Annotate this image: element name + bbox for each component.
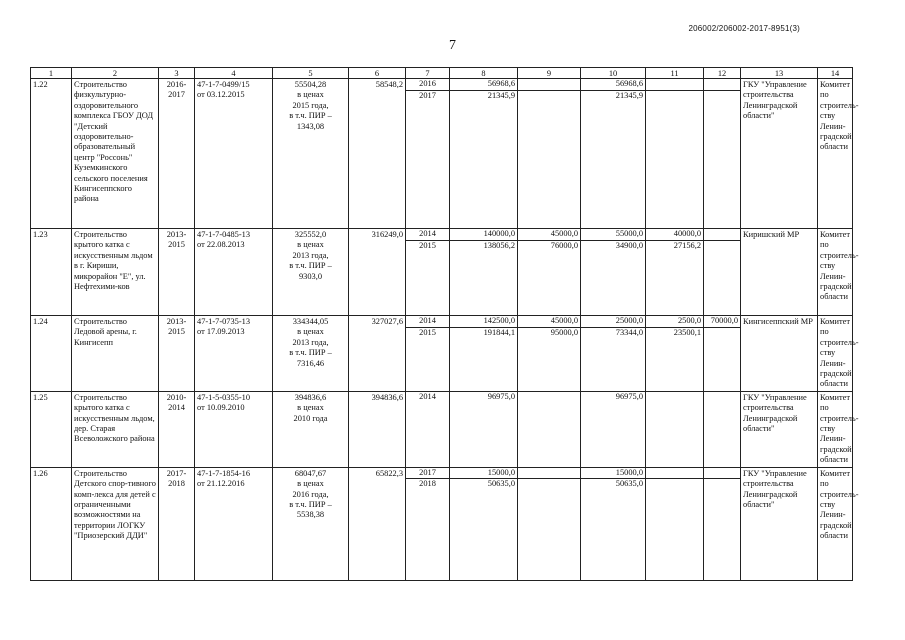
estimated-cost-text: 325552,0 в ценах 2013 года, в т.ч. ПИР – 9303,0 [289, 230, 332, 281]
column-number: 3 [159, 68, 195, 79]
projects-table [30, 67, 859, 581]
expertise-document [195, 467, 273, 580]
year-cell [406, 79, 450, 229]
total-funding: 50635,0 [450, 478, 517, 490]
total-funding-cell [450, 79, 518, 229]
estimated-cost-text: 55504,28 в ценах 2015 года, в т.ч. ПИР – 1343,08 [289, 80, 332, 131]
federal-funding-cell [518, 467, 581, 580]
regional-funding-cell [581, 391, 646, 467]
column-number: 4 [195, 68, 273, 79]
column-number: 1 [31, 68, 72, 79]
year: 2015 [406, 240, 449, 252]
other-funding [704, 468, 740, 479]
local-funding [646, 468, 703, 479]
year: 2017 [406, 90, 449, 102]
year-cell [406, 229, 450, 316]
local-funding-cell [646, 316, 704, 392]
federal-funding-cell [518, 316, 581, 392]
column-number: 9 [518, 68, 581, 79]
federal-funding-cell [518, 229, 581, 316]
other-funding-cell [704, 316, 741, 392]
other-funding [704, 240, 740, 252]
total-funding-cell [450, 229, 518, 316]
customer-name-text: ГКУ "Управление строительства Ленинградской области" [743, 80, 807, 121]
other-funding [704, 229, 740, 240]
object-name [72, 391, 159, 467]
year: 2018 [406, 478, 449, 490]
federal-funding [518, 468, 580, 479]
total-funding: 191844,1 [450, 327, 517, 339]
executor-name [818, 79, 859, 229]
local-funding [646, 79, 703, 90]
row-number [31, 467, 72, 580]
estimated-cost-text: 68047,67 в ценах 2016 года, в т.ч. ПИР – 5538,38 [289, 468, 332, 520]
other-funding [704, 392, 740, 403]
customer-name [741, 79, 818, 229]
customer-name [741, 229, 818, 316]
year-cell [406, 391, 450, 467]
row-number [31, 316, 72, 392]
regional-funding: 73344,0 [581, 327, 645, 339]
estimated-cost-text: 334344,05 в ценах 2013 года, в т.ч. ПИР – 7316,46 [289, 317, 332, 368]
executor-name-text: Комитет по строитель-ству Ленин-градской области [820, 392, 859, 465]
construction-period [159, 391, 195, 467]
local-funding: 40000,0 [673, 229, 701, 238]
regional-funding: 15000,0 [615, 467, 643, 477]
local-funding-cell [646, 79, 704, 229]
executor-name [818, 467, 859, 580]
document-id: 206002/206002-2017-8951(3) [688, 24, 800, 33]
row-number [31, 229, 72, 316]
column-number: 12 [704, 68, 741, 79]
executor-name-text: Комитет по строитель-ству Ленин-градской области [820, 80, 859, 152]
table-row [31, 391, 853, 467]
total-funding: 21345,9 [450, 90, 517, 102]
object-name-text: Строительство Детского спор-тивного комп-лекса для детей с ограниченными возможностями на территории ЛОГКУ "Приозерский ДДИ" [74, 468, 156, 541]
federal-funding [518, 79, 580, 90]
remaining-cost-text: 316249,0 [371, 230, 403, 239]
table-row [31, 316, 853, 392]
estimated-cost [273, 229, 349, 316]
other-funding: 70000,0 [710, 316, 738, 325]
federal-funding: 45000,0 [550, 229, 578, 238]
row-number-text: 1.25 [33, 392, 48, 402]
object-name-text: Строительство физкультурно-оздоровительного комплекса ГБОУ ДОД "Детский оздоровительно-образовательный центр "Россонь" Куземкинского сельского поселения Кингисеппского района [74, 80, 154, 204]
table-row [31, 467, 853, 580]
row-number-text: 1.22 [33, 80, 48, 89]
year-cell [406, 467, 450, 580]
regional-funding: 96975,0 [615, 391, 643, 401]
column-number-row [31, 68, 853, 79]
other-funding [704, 79, 740, 90]
regional-funding: 50635,0 [581, 478, 645, 490]
year: 2014 [419, 391, 436, 401]
table-row [31, 79, 853, 229]
regional-funding: 55000,0 [615, 229, 643, 238]
other-funding-cell [704, 467, 741, 580]
column-number: 10 [581, 68, 646, 79]
other-funding [704, 478, 740, 490]
year: 2014 [419, 316, 436, 325]
expertise-document-text: 47-1-7-0485-13 от 22.08.2013 [197, 230, 251, 250]
column-number: 14 [818, 68, 853, 79]
other-funding-cell [704, 229, 741, 316]
federal-funding-cell [518, 391, 581, 467]
regional-funding: 25000,0 [615, 316, 643, 325]
local-funding: 2500,0 [677, 316, 701, 325]
column-number: 2 [72, 68, 159, 79]
local-funding-cell [646, 391, 704, 467]
customer-name-text: ГКУ "Управление строительства Ленинградской области" [743, 468, 807, 509]
page-number: 7 [449, 38, 456, 53]
executor-name-text: Комитет по строитель-ству Ленин-градской области [820, 317, 859, 389]
construction-period-text: 2010- 2014 [166, 392, 187, 413]
remaining-cost-text: 327027,6 [371, 317, 403, 326]
year-cell [406, 316, 450, 392]
federal-funding [518, 478, 580, 490]
local-funding [646, 392, 703, 403]
year: 2016 [419, 79, 436, 88]
construction-period-text: 2013- 2015 [166, 230, 187, 250]
federal-funding [518, 392, 580, 403]
expertise-document-text: 47-1-7-0499/15 от 03.12.2015 [197, 80, 250, 100]
construction-period-text: 2016- 2017 [166, 80, 187, 100]
remaining-cost [349, 79, 406, 229]
other-funding-cell [704, 79, 741, 229]
other-funding [704, 327, 740, 339]
expertise-document-text: 47-1-7-0735-13 от 17.09.2013 [197, 317, 251, 337]
local-funding [646, 90, 703, 102]
expertise-document [195, 316, 273, 392]
expertise-document [195, 229, 273, 316]
federal-funding [518, 90, 580, 102]
expertise-document [195, 79, 273, 229]
total-funding: 140000,0 [483, 229, 515, 238]
local-funding [646, 478, 703, 490]
regional-funding: 34900,0 [581, 240, 645, 252]
customer-name [741, 316, 818, 392]
local-funding-cell [646, 467, 704, 580]
remaining-cost-text: 58548,2 [375, 80, 403, 89]
regional-funding: 56968,6 [615, 79, 643, 88]
construction-period [159, 467, 195, 580]
executor-name [818, 316, 859, 392]
column-number: 11 [646, 68, 704, 79]
remaining-cost [349, 467, 406, 580]
row-number [31, 79, 72, 229]
other-funding-cell [704, 391, 741, 467]
row-number-text: 1.23 [33, 230, 48, 239]
year: 2017 [419, 467, 436, 477]
federal-funding-cell [518, 79, 581, 229]
object-name [72, 79, 159, 229]
local-funding: 27156,2 [646, 240, 703, 252]
executor-name-text: Комитет по строитель-ству Ленин-градской области [820, 230, 859, 302]
estimated-cost [273, 391, 349, 467]
regional-funding-cell [581, 79, 646, 229]
object-name [72, 229, 159, 316]
customer-name [741, 391, 818, 467]
executor-name-text: Комитет по строитель-ству Ленин-градской области [820, 468, 859, 541]
estimated-cost [273, 79, 349, 229]
remaining-cost-text: 394836,6 [371, 392, 403, 402]
object-name [72, 467, 159, 580]
row-number-text: 1.24 [33, 317, 48, 326]
column-number: 8 [450, 68, 518, 79]
construction-period-text: 2017- 2018 [166, 468, 187, 489]
column-number: 5 [273, 68, 349, 79]
total-funding: 96975,0 [487, 391, 515, 401]
expertise-document-text: 47-1-7-1854-16 от 21.12.2016 [197, 468, 251, 489]
customer-name-text: ГКУ "Управление строительства Ленинградской области" [743, 392, 807, 434]
column-number: 13 [741, 68, 818, 79]
object-name-text: Строительство крытого катка с искусственным льдом в г. Кириши, микрорайон "Е", ул. Нефтехими-ков [74, 230, 153, 292]
local-funding: 23500,1 [646, 327, 703, 339]
construction-period [159, 229, 195, 316]
regional-funding-cell [581, 229, 646, 316]
column-number: 7 [406, 68, 450, 79]
executor-name [818, 229, 859, 316]
total-funding-cell [450, 316, 518, 392]
expertise-document [195, 391, 273, 467]
object-name-text: Строительство Ледовой арены, г. Кингисепп [74, 317, 137, 347]
federal-funding: 45000,0 [550, 316, 578, 325]
other-funding [704, 90, 740, 102]
total-funding: 15000,0 [487, 467, 515, 477]
regional-funding-cell [581, 467, 646, 580]
year: 2015 [406, 327, 449, 339]
column-number: 6 [349, 68, 406, 79]
federal-funding: 95000,0 [518, 327, 580, 339]
object-name-text: Строительство крытого катка с искусственным льдом, дер. Старая Всеволожского района [74, 392, 155, 444]
construction-period [159, 79, 195, 229]
total-funding: 142500,0 [483, 316, 515, 325]
construction-period-text: 2013- 2015 [166, 317, 187, 337]
total-funding-cell [450, 391, 518, 467]
estimated-cost-text: 394836,6 в ценах 2010 года [293, 392, 328, 423]
executor-name [818, 391, 859, 467]
regional-funding: 21345,9 [581, 90, 645, 102]
row-number [31, 391, 72, 467]
total-funding: 56968,6 [487, 79, 515, 88]
total-funding-cell [450, 467, 518, 580]
year: 2014 [419, 229, 436, 238]
expertise-document-text: 47-1-5-0355-10 от 10.09.2010 [197, 392, 251, 413]
customer-name-text: Кингисеппский МР [743, 317, 813, 326]
remaining-cost-text: 65822,3 [375, 468, 403, 478]
customer-name [741, 467, 818, 580]
local-funding-cell [646, 229, 704, 316]
row-number-text: 1.26 [33, 468, 48, 478]
remaining-cost [349, 391, 406, 467]
remaining-cost [349, 229, 406, 316]
remaining-cost [349, 316, 406, 392]
table-row [31, 229, 853, 316]
object-name [72, 316, 159, 392]
total-funding: 138056,2 [450, 240, 517, 252]
federal-funding: 76000,0 [518, 240, 580, 252]
construction-period [159, 316, 195, 392]
estimated-cost [273, 467, 349, 580]
regional-funding-cell [581, 316, 646, 392]
estimated-cost [273, 316, 349, 392]
customer-name-text: Киришский МР [743, 230, 800, 239]
